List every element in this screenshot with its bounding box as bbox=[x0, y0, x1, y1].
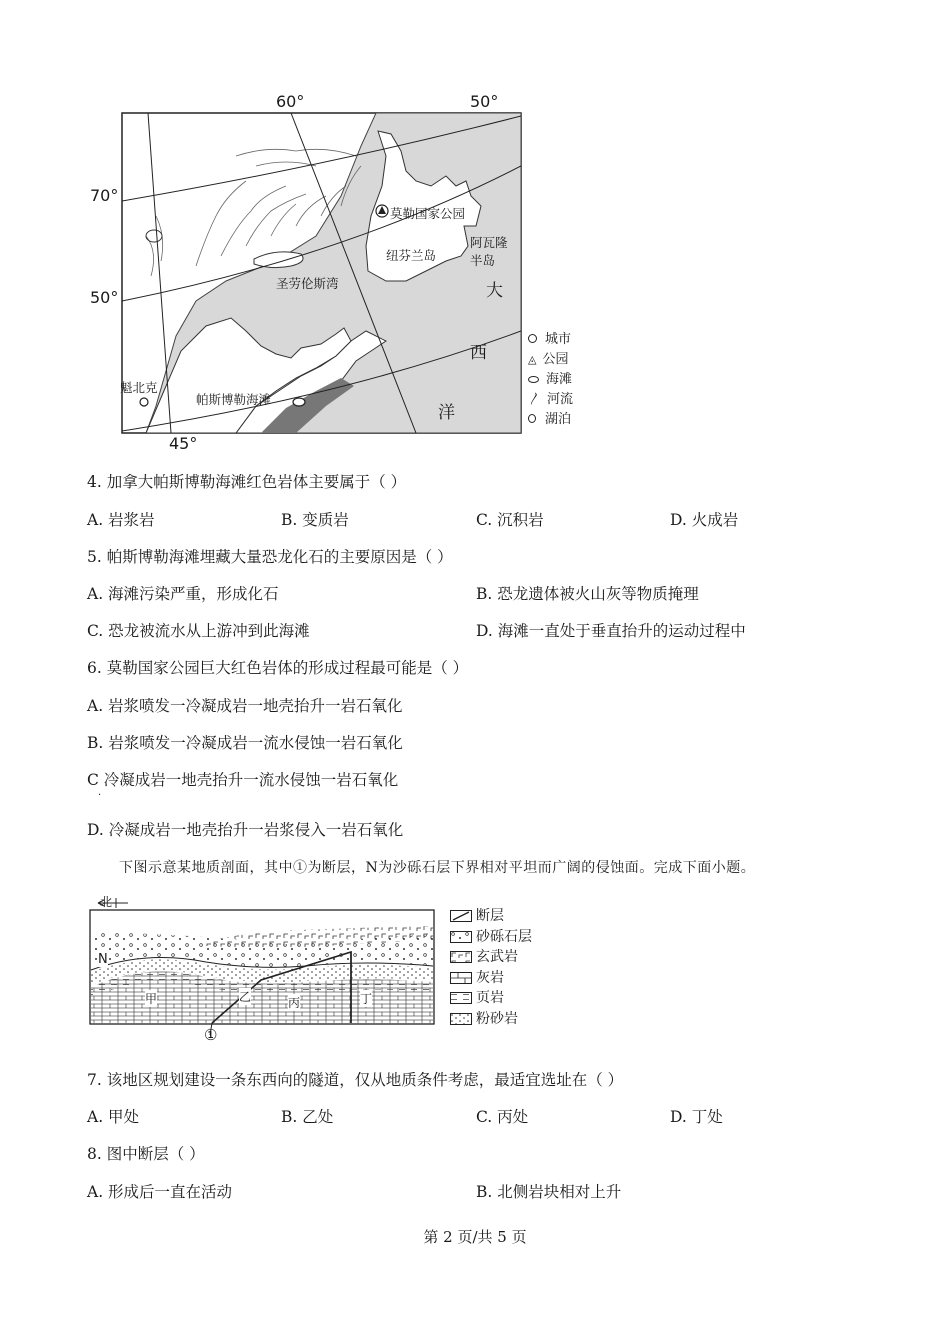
lon-label-50: 50° bbox=[470, 92, 499, 111]
lake-legend-icon bbox=[528, 414, 536, 423]
ocean-label-3: 洋 bbox=[438, 403, 455, 423]
legend-limestone: 灰岩 bbox=[450, 968, 532, 989]
legend-river: 〳 河流 bbox=[528, 390, 573, 410]
map-legend bbox=[528, 330, 573, 430]
legend-city: 城市 bbox=[528, 330, 573, 350]
shale-legend-icon bbox=[450, 992, 472, 1004]
question-5-stem: 5. 帕斯博勒海滩埋藏大量恐龙化石的主要原因是（ ） bbox=[87, 548, 453, 566]
q7-option-c[interactable]: C. 丙处 bbox=[476, 1108, 529, 1126]
question-4-stem: 4. 加拿大帕斯博勒海滩红色岩体主要属于（ ） bbox=[87, 473, 407, 491]
label-yi: 乙 bbox=[239, 990, 252, 1004]
q5-option-b[interactable]: B. 恐龙遗体被火山灰等物质掩理 bbox=[476, 585, 699, 603]
ocean-label-1: 大 bbox=[486, 281, 503, 301]
fault-legend-icon bbox=[450, 910, 472, 922]
page-footer: 第 2 页/共 5 页 bbox=[423, 1228, 527, 1246]
legend-lake: 湖泊 bbox=[528, 410, 573, 430]
lat-label-70: 70° bbox=[90, 186, 119, 205]
avalon-label: 阿瓦隆半岛 bbox=[470, 235, 508, 268]
q8-option-a[interactable]: A. 形成后一直在活动 bbox=[87, 1183, 233, 1201]
legend-basalt: 玄武岩 bbox=[450, 947, 532, 968]
limestone-legend-icon bbox=[450, 972, 472, 984]
q8-option-b[interactable]: B. 北侧岩块相对上升 bbox=[476, 1183, 622, 1201]
gravel-legend-icon bbox=[450, 931, 472, 943]
beach-legend-icon bbox=[528, 376, 539, 383]
q4-option-a[interactable]: A. 岩浆岩 bbox=[87, 511, 155, 529]
legend-gravel: 砂砾石层 bbox=[450, 927, 532, 948]
city-legend-icon bbox=[528, 334, 537, 343]
q6-option-c[interactable]: C 冷凝成岩一地壳抬升一流水侵蚀一岩石氧化 bbox=[87, 771, 399, 789]
q7-option-d[interactable]: D. 丁处 bbox=[670, 1108, 723, 1126]
section-legend bbox=[450, 906, 532, 1029]
map-figure bbox=[86, 86, 606, 458]
beach-label: 帕斯博勒海滩 bbox=[196, 392, 272, 407]
gulf-label: 圣劳伦斯湾 bbox=[276, 276, 339, 291]
legend-fault: 断层 bbox=[450, 906, 532, 927]
fault-marker-label: ① bbox=[204, 1026, 218, 1044]
lon-label-60: 60° bbox=[276, 92, 305, 111]
question-8-stem: 8. 图中断层（ ） bbox=[87, 1145, 205, 1163]
question-7-stem: 7. 该地区规划建设一条东西向的隧道，仅从地质条件考虑，最适宜选址在（ ） bbox=[87, 1071, 624, 1089]
park-legend-icon: ◬ bbox=[528, 353, 537, 366]
legend-park: ◬ 公园 bbox=[528, 350, 573, 370]
stray-dot: · bbox=[98, 790, 102, 801]
lon-label-45: 45° bbox=[169, 434, 198, 453]
geologic-section-figure bbox=[86, 892, 556, 1044]
river-legend-icon: 〳 bbox=[528, 392, 542, 407]
section-svg bbox=[86, 892, 446, 1044]
north-label: 北 bbox=[100, 895, 113, 909]
q7-option-b[interactable]: B. 乙处 bbox=[281, 1108, 334, 1126]
q4-option-b[interactable]: B. 变质岩 bbox=[281, 511, 349, 529]
lat-label-50: 50° bbox=[90, 288, 119, 307]
q4-option-c[interactable]: C. 沉积岩 bbox=[476, 511, 544, 529]
legend-shale: 页岩 bbox=[450, 988, 532, 1009]
park-label: 莫勒国家公园 bbox=[390, 206, 466, 221]
ocean-label-2: 西 bbox=[470, 343, 487, 363]
q6-option-b[interactable]: B. 岩浆喷发一冷凝成岩一流水侵蚀一岩石氧化 bbox=[87, 734, 403, 752]
label-ding: 丁 bbox=[360, 992, 373, 1006]
section-intro: 下图示意某地质剖面，其中①为断层，N为沙砾石层下界相对平坦而广阔的侵蚀面。完成下面小题。 bbox=[119, 860, 756, 876]
q7-option-a[interactable]: A. 甲处 bbox=[87, 1108, 140, 1126]
quebec-label: 魁北克 bbox=[120, 380, 158, 395]
label-jia: 甲 bbox=[145, 992, 158, 1006]
q6-option-a[interactable]: A. 岩浆喷发一冷凝成岩一地壳抬升一岩石氧化 bbox=[87, 697, 403, 715]
q5-option-d[interactable]: D. 海滩一直处于垂直抬升的运动过程中 bbox=[476, 622, 746, 640]
basalt-legend-icon bbox=[450, 951, 472, 963]
q4-option-d[interactable]: D. 火成岩 bbox=[670, 511, 739, 529]
newfoundland-label: 纽芬兰岛 bbox=[386, 248, 437, 263]
q5-option-a[interactable]: A. 海滩污染严重，形成化石 bbox=[87, 585, 279, 603]
q5-option-c[interactable]: C. 恐龙被流水从上游冲到此海滩 bbox=[87, 622, 310, 640]
city-marker bbox=[140, 398, 148, 406]
q6-option-d[interactable]: D. 冷凝成岩一地壳抬升一岩浆侵入一岩石氧化 bbox=[87, 821, 404, 839]
label-bing: 丙 bbox=[288, 996, 301, 1010]
beach-marker bbox=[293, 398, 305, 406]
legend-siltstone: 粉砂岩 bbox=[450, 1009, 532, 1030]
legend-beach: 海滩 bbox=[528, 370, 573, 390]
question-6-stem: 6. 莫勒国家公园巨大红色岩体的形成过程最可能是（ ） bbox=[87, 659, 469, 677]
siltstone-legend-icon bbox=[450, 1013, 472, 1025]
label-n: N bbox=[98, 952, 108, 967]
